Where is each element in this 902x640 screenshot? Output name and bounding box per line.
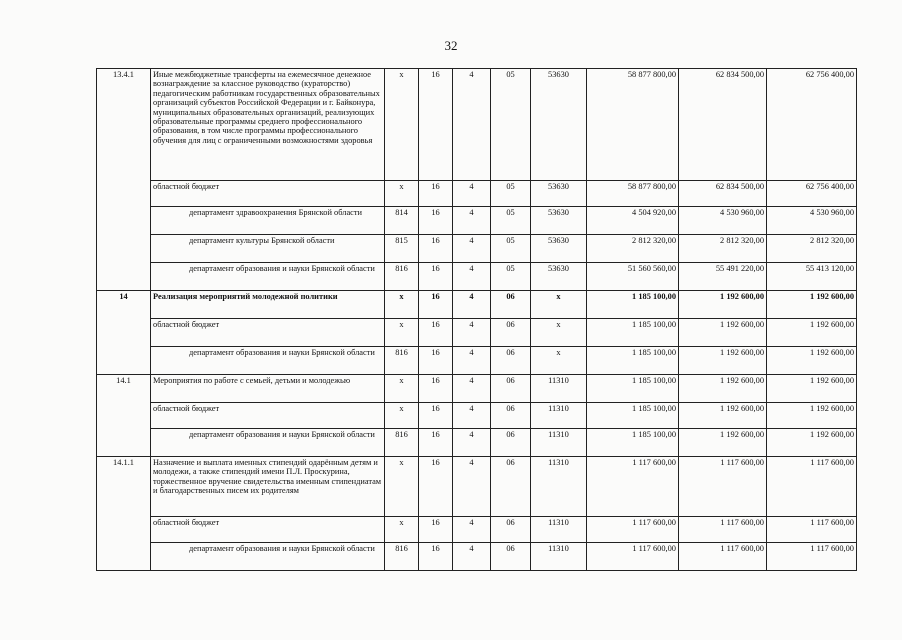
cell-code-event: 06 — [491, 375, 531, 403]
cell-code-admin: 816 — [385, 263, 419, 291]
cell-code-direction: 11310 — [531, 375, 587, 403]
cell-code-event: 06 — [491, 347, 531, 375]
cell-code-event: 05 — [491, 263, 531, 291]
budget-table — [96, 68, 857, 571]
cell-amount-year3: 1 192 600,00 — [767, 319, 857, 347]
row-description: департамент образования и науки Брянской области — [151, 263, 385, 291]
row-description: департамент образования и науки Брянской области — [151, 543, 385, 571]
cell-code-subprogram: 4 — [453, 263, 491, 291]
cell-amount-year3: 1 192 600,00 — [767, 403, 857, 429]
cell-amount-year3: 62 756 400,00 — [767, 181, 857, 207]
cell-amount-year3: 1 192 600,00 — [767, 429, 857, 457]
cell-amount-year3: 4 530 960,00 — [767, 207, 857, 235]
cell-code-subprogram: 4 — [453, 403, 491, 429]
cell-amount-year3: 1 192 600,00 — [767, 347, 857, 375]
cell-amount-year2: 1 192 600,00 — [679, 347, 767, 375]
cell-code-program: 16 — [419, 319, 453, 347]
cell-amount-year1: 1 185 100,00 — [587, 291, 679, 319]
cell-code-event: 05 — [491, 181, 531, 207]
cell-code-direction: 53630 — [531, 69, 587, 181]
cell-amount-year3: 1 117 600,00 — [767, 457, 857, 517]
cell-amount-year2: 1 117 600,00 — [679, 517, 767, 543]
cell-code-direction: 53630 — [531, 263, 587, 291]
table-row — [97, 181, 857, 207]
cell-amount-year3: 2 812 320,00 — [767, 235, 857, 263]
cell-code-admin: x — [385, 319, 419, 347]
cell-amount-year2: 55 491 220,00 — [679, 263, 767, 291]
cell-amount-year2: 1 192 600,00 — [679, 319, 767, 347]
cell-amount-year1: 1 117 600,00 — [587, 543, 679, 571]
cell-code-direction: 11310 — [531, 429, 587, 457]
cell-code-direction: 53630 — [531, 235, 587, 263]
cell-code-subprogram: 4 — [453, 291, 491, 319]
cell-code-program: 16 — [419, 69, 453, 181]
cell-amount-year1: 1 185 100,00 — [587, 347, 679, 375]
cell-code-subprogram: 4 — [453, 375, 491, 403]
cell-amount-year1: 1 185 100,00 — [587, 429, 679, 457]
cell-amount-year2: 1 192 600,00 — [679, 375, 767, 403]
row-description: Назначение и выплата именных стипендий одарённым детям и молодежи, а также стипендий имени П.Л. Проскурина, торжественное вручение свидетельства именным стипендиатам и благодарственных писем их родителям — [151, 457, 385, 517]
cell-code-program: 16 — [419, 543, 453, 571]
cell-code-subprogram: 4 — [453, 207, 491, 235]
cell-amount-year1: 51 560 560,00 — [587, 263, 679, 291]
cell-code-admin: 816 — [385, 347, 419, 375]
cell-code-event: 06 — [491, 543, 531, 571]
row-description: Мероприятия по работе с семьей, детьми и молодежью — [151, 375, 385, 403]
cell-amount-year3: 62 756 400,00 — [767, 69, 857, 181]
cell-code-program: 16 — [419, 181, 453, 207]
cell-code-admin: 816 — [385, 429, 419, 457]
cell-code-direction: 11310 — [531, 457, 587, 517]
cell-amount-year3: 1 117 600,00 — [767, 517, 857, 543]
cell-code-program: 16 — [419, 375, 453, 403]
cell-code-direction: 11310 — [531, 403, 587, 429]
cell-amount-year3: 55 413 120,00 — [767, 263, 857, 291]
row-number: 13.4.1 — [97, 69, 151, 291]
cell-code-program: 16 — [419, 347, 453, 375]
cell-amount-year1: 58 877 800,00 — [587, 69, 679, 181]
cell-code-admin: x — [385, 375, 419, 403]
cell-code-admin: x — [385, 69, 419, 181]
cell-amount-year3: 1 192 600,00 — [767, 291, 857, 319]
cell-amount-year2: 1 117 600,00 — [679, 457, 767, 517]
cell-amount-year1: 1 117 600,00 — [587, 457, 679, 517]
row-description: областной бюджет — [151, 319, 385, 347]
cell-amount-year1: 1 185 100,00 — [587, 319, 679, 347]
cell-code-admin: x — [385, 403, 419, 429]
row-description: департамент образования и науки Брянской области — [151, 347, 385, 375]
cell-code-admin: 815 — [385, 235, 419, 263]
cell-code-subprogram: 4 — [453, 517, 491, 543]
cell-code-direction: x — [531, 291, 587, 319]
cell-code-admin: 814 — [385, 207, 419, 235]
cell-code-admin: 816 — [385, 543, 419, 571]
table-row — [97, 543, 857, 571]
cell-amount-year2: 62 834 500,00 — [679, 181, 767, 207]
cell-code-program: 16 — [419, 429, 453, 457]
cell-code-program: 16 — [419, 263, 453, 291]
cell-code-event: 05 — [491, 235, 531, 263]
row-description: департамент образования и науки Брянской области — [151, 429, 385, 457]
table-row — [97, 207, 857, 235]
cell-amount-year2: 1 117 600,00 — [679, 543, 767, 571]
cell-amount-year2: 2 812 320,00 — [679, 235, 767, 263]
cell-code-admin: x — [385, 457, 419, 517]
cell-code-admin: x — [385, 181, 419, 207]
cell-amount-year2: 1 192 600,00 — [679, 429, 767, 457]
cell-amount-year1: 1 117 600,00 — [587, 517, 679, 543]
cell-code-direction: 11310 — [531, 543, 587, 571]
table-row — [97, 517, 857, 543]
cell-code-subprogram: 4 — [453, 181, 491, 207]
row-description: областной бюджет — [151, 517, 385, 543]
cell-code-subprogram: 4 — [453, 429, 491, 457]
table-row — [97, 291, 857, 319]
cell-amount-year2: 4 530 960,00 — [679, 207, 767, 235]
cell-code-direction: x — [531, 319, 587, 347]
cell-amount-year3: 1 192 600,00 — [767, 375, 857, 403]
table-row — [97, 263, 857, 291]
cell-code-subprogram: 4 — [453, 235, 491, 263]
cell-code-program: 16 — [419, 235, 453, 263]
row-description: областной бюджет — [151, 403, 385, 429]
row-number: 14 — [97, 291, 151, 375]
cell-code-program: 16 — [419, 291, 453, 319]
cell-code-program: 16 — [419, 207, 453, 235]
row-description: департамент культуры Брянской области — [151, 235, 385, 263]
table-row — [97, 347, 857, 375]
table-row — [97, 375, 857, 403]
cell-code-event: 06 — [491, 403, 531, 429]
cell-amount-year2: 1 192 600,00 — [679, 403, 767, 429]
cell-code-direction: x — [531, 347, 587, 375]
cell-code-event: 05 — [491, 207, 531, 235]
table-row — [97, 429, 857, 457]
cell-amount-year1: 58 877 800,00 — [587, 181, 679, 207]
cell-amount-year1: 1 185 100,00 — [587, 403, 679, 429]
cell-amount-year2: 1 192 600,00 — [679, 291, 767, 319]
table-row — [97, 69, 857, 181]
row-number: 14.1 — [97, 375, 151, 457]
table-row — [97, 319, 857, 347]
cell-code-admin: x — [385, 291, 419, 319]
cell-code-event: 05 — [491, 69, 531, 181]
cell-amount-year2: 62 834 500,00 — [679, 69, 767, 181]
cell-code-event: 06 — [491, 319, 531, 347]
cell-code-program: 16 — [419, 457, 453, 517]
cell-code-subprogram: 4 — [453, 543, 491, 571]
cell-code-direction: 53630 — [531, 181, 587, 207]
cell-code-event: 06 — [491, 517, 531, 543]
cell-amount-year3: 1 117 600,00 — [767, 543, 857, 571]
cell-code-subprogram: 4 — [453, 347, 491, 375]
table-row — [97, 403, 857, 429]
cell-amount-year1: 1 185 100,00 — [587, 375, 679, 403]
cell-code-program: 16 — [419, 517, 453, 543]
cell-code-event: 06 — [491, 291, 531, 319]
cell-amount-year1: 2 812 320,00 — [587, 235, 679, 263]
cell-code-subprogram: 4 — [453, 457, 491, 517]
cell-code-direction: 11310 — [531, 517, 587, 543]
cell-code-program: 16 — [419, 403, 453, 429]
cell-code-subprogram: 4 — [453, 319, 491, 347]
row-number: 14.1.1 — [97, 457, 151, 571]
cell-code-event: 06 — [491, 457, 531, 517]
table-row — [97, 457, 857, 517]
row-description: департамент здравоохранения Брянской области — [151, 207, 385, 235]
row-description: областной бюджет — [151, 181, 385, 207]
table-row — [97, 235, 857, 263]
cell-code-admin: x — [385, 517, 419, 543]
cell-code-subprogram: 4 — [453, 69, 491, 181]
cell-code-direction: 53630 — [531, 207, 587, 235]
cell-amount-year1: 4 504 920,00 — [587, 207, 679, 235]
row-description: Реализация мероприятий молодежной политики — [151, 291, 385, 319]
page-number: 32 — [444, 38, 458, 53]
cell-code-event: 06 — [491, 429, 531, 457]
row-description: Иные межбюджетные трансферты на ежемесячное денежное вознаграждение за классное руководство (кураторство) педагогическим работникам государственных образовательных организаций субъектов Российской Федерации и г. Байконура, муниципальных образовательных организаций, реализующих образовательные программы среднего профессионального образования, в том числе программы профессионального обучения для лиц с ограниченными возможностями здоровья — [151, 69, 385, 181]
